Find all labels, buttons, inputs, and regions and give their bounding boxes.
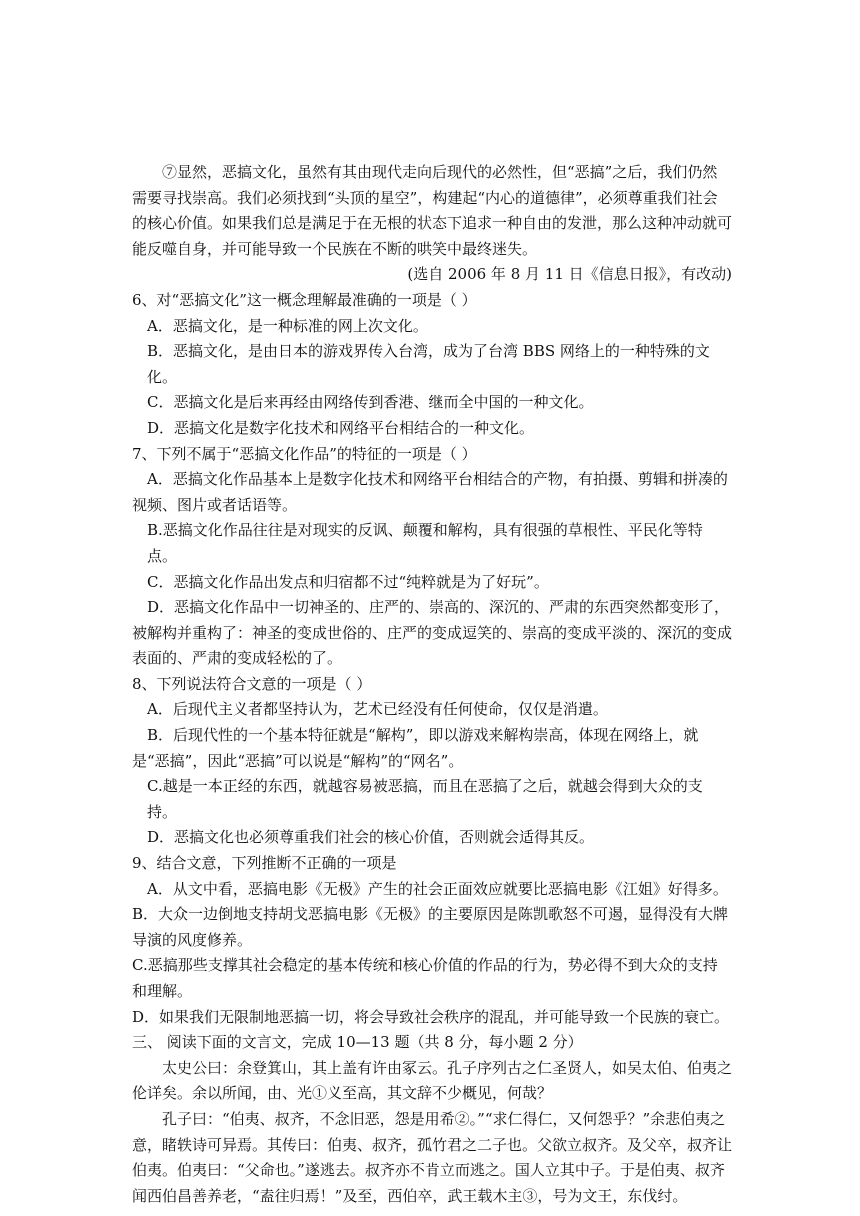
passage-paragraph-7: ⑦显然，恶搞文化，虽然有其由现代走向后现代的必然性，但“恶搞”之后，我们仍然需要寻找崇高。我们必须找到“头顶的星空”，构建起“内心的道德律”，必须尊重我们社会的核心价值。如果我们总是满足于在无根的状态下追求一种自由的发泄，那么这种冲动就可能反噬自身，并可能导致一个民族在不断的哄笑中最终迷失。 bbox=[132, 163, 733, 258]
source-note: (选自 2006 年 8 月 11 日《信息日报》，有改动) bbox=[407, 265, 732, 284]
question-stem: 8、下列说法符合文意的一项是（ ） bbox=[132, 674, 372, 693]
option-c: C．恶搞文化作品出发点和归宿都不过“纯粹就是为了好玩”。 bbox=[147, 572, 549, 591]
option-a: A．恶搞文化作品基本上是数字化技术和网络平台相结合的产物，有拍摄、剪辑和拼凑的视频、图片或者话语等。 bbox=[132, 470, 728, 514]
option-a: A．恶搞文化，是一种标准的网上次文化。 bbox=[147, 316, 428, 335]
question-9 bbox=[132, 851, 732, 1030]
classical-paragraph-1: 太史公曰：余登箕山，其上盖有许由冢云。孔子序列古之仁圣贤人，如吴太伯、伯夷之伦详矣。余以所闻，由、光①义至高，其文辞不少概见，何哉？ bbox=[132, 1058, 733, 1103]
option-d: D．如果我们无限制地恶搞一切，将会导致社会秩序的混乱，并可能导致一个民族的衰亡。 bbox=[132, 1007, 730, 1026]
question-stem: 6、对“恶搞文化”这一概念理解最准确的一项是（ ） bbox=[132, 290, 477, 309]
option-d: D．恶搞文化作品中一切神圣的、庄严的、崇高的、深沉的、严肃的东西突然都变形了，被解构并重构了：神圣的变成世俗的、庄严的变成逗笑的、崇高的变成平淡的、深沉的变成表面的、严肃的变成轻松的了。 bbox=[132, 598, 733, 668]
question-7 bbox=[132, 442, 732, 672]
question-6 bbox=[132, 288, 732, 442]
option-c: C．恶搞文化是后来再经由网络传到香港、继而全中国的一种文化。 bbox=[147, 393, 594, 412]
option-a: A．从文中看，恶搞电影《无极》产生的社会正面效应就要比恶搞电影《江姐》好得多。 bbox=[147, 879, 728, 898]
option-d: D．恶搞文化也必须尊重我们社会的核心价值，否则就会适得其反。 bbox=[147, 828, 595, 847]
option-b: B．后现代性的一个基本特征就是“解构”，即以游戏来解构崇高，体现在网络上，就是“恶搞”，因此“恶搞”可以说是“解构”的“网名”。 bbox=[132, 726, 699, 770]
option-b: B．大众一边倒地支持胡戈恶搞电影《无极》的主要原因是陈凯歌怒不可遏，显得没有大牌导演的风度修养。 bbox=[132, 905, 729, 949]
option-a: A．后现代主义者都坚持认为，艺术已经没有任何使命，仅仅是消遣。 bbox=[147, 700, 608, 719]
option-c: C.恶搞那些支撑其社会稳定的基本传统和核心价值的作品的行为，势必得不到大众的支持和理解。 bbox=[132, 956, 718, 1000]
question-8 bbox=[132, 672, 732, 851]
option-d: D．恶搞文化是数字化技术和网络平台相结合的一种文化。 bbox=[147, 418, 535, 437]
classical-paragraph-2: 孔子曰：“伯夷、叔齐，不念旧恶，怨是用希②。”“求仁得仁，又何怨乎？”余悲伯夷之意，睹轶诗可异焉。其传曰：伯夷、叔齐，孤竹君之二子也。父欲立叔齐。及父卒，叔齐让伯夷。伯夷曰：“父命也。”遂逃去。叔齐亦不肯立而逃之。国人立其中子。于是伯夷、叔齐闻西伯昌善养老，“盍往归焉！”及至，西伯卒，武王载木主③，号为文王，东伐纣。 bbox=[132, 1109, 733, 1205]
option-b: B.恶搞文化作品往往是对现实的反讽、颠覆和解构，具有很强的草根性、平民化等特点。 bbox=[147, 521, 703, 565]
option-b: B．恶搞文化，是由日本的游戏界传入台湾，成为了台湾 BBS 网络上的一种特殊的文化。 bbox=[147, 342, 710, 386]
document-content bbox=[132, 160, 732, 1209]
section-3-heading: 三、 阅读下面的文言文，完成 10—13 题（共 8 分，每小题 2 分） bbox=[132, 1033, 583, 1052]
question-stem: 7、下列不属于“恶搞文化作品”的特征的一项是（ ） bbox=[132, 444, 477, 463]
question-stem: 9、结合文意，下列推断不正确的一项是 bbox=[132, 854, 397, 873]
option-c: C.越是一本正经的东西，就越容易被恶搞，而且在恶搞了之后，就越会得到大众的支持。 bbox=[147, 777, 703, 821]
